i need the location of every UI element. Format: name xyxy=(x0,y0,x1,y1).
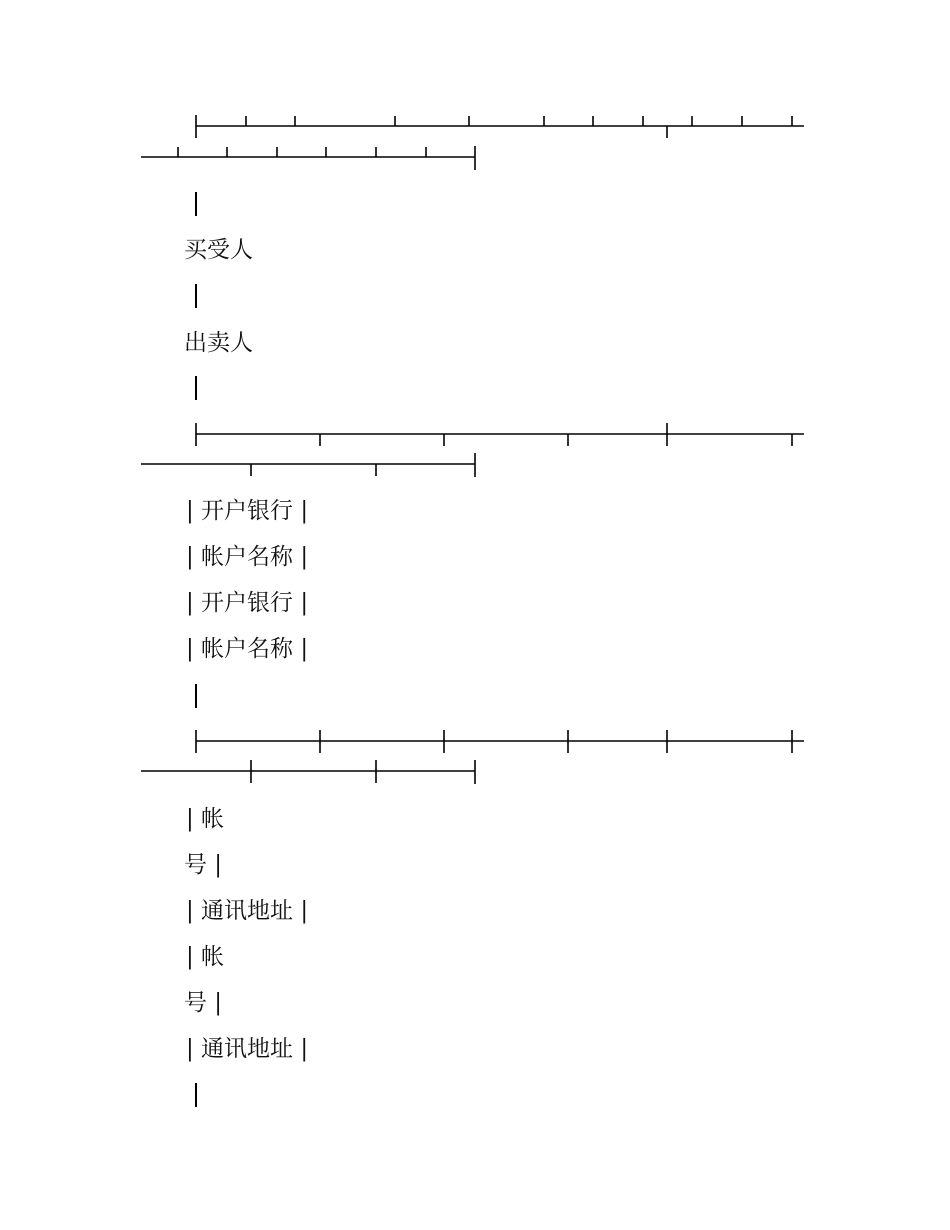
bank-label-1: | 开户银行 | xyxy=(186,498,309,524)
seller-label: 出卖人 xyxy=(184,330,253,356)
account-label-part-a-1: | 帐 xyxy=(186,806,225,832)
address-label-1: | 通讯地址 | xyxy=(186,898,309,924)
account-label-part-a-2: | 帐 xyxy=(186,944,225,970)
bank-label-2: | 开户银行 | xyxy=(186,590,309,616)
account-name-label-2: | 帐户名称 | xyxy=(186,636,309,662)
account-label-part-b-1: 号 | xyxy=(184,852,223,878)
account-name-label-1: | 帐户名称 | xyxy=(186,544,309,570)
vertical-bar xyxy=(195,1083,197,1107)
account-label-part-b-2: 号 | xyxy=(184,990,223,1016)
buyer-label: 买受人 xyxy=(184,237,253,263)
address-label-2: | 通讯地址 | xyxy=(186,1036,309,1062)
